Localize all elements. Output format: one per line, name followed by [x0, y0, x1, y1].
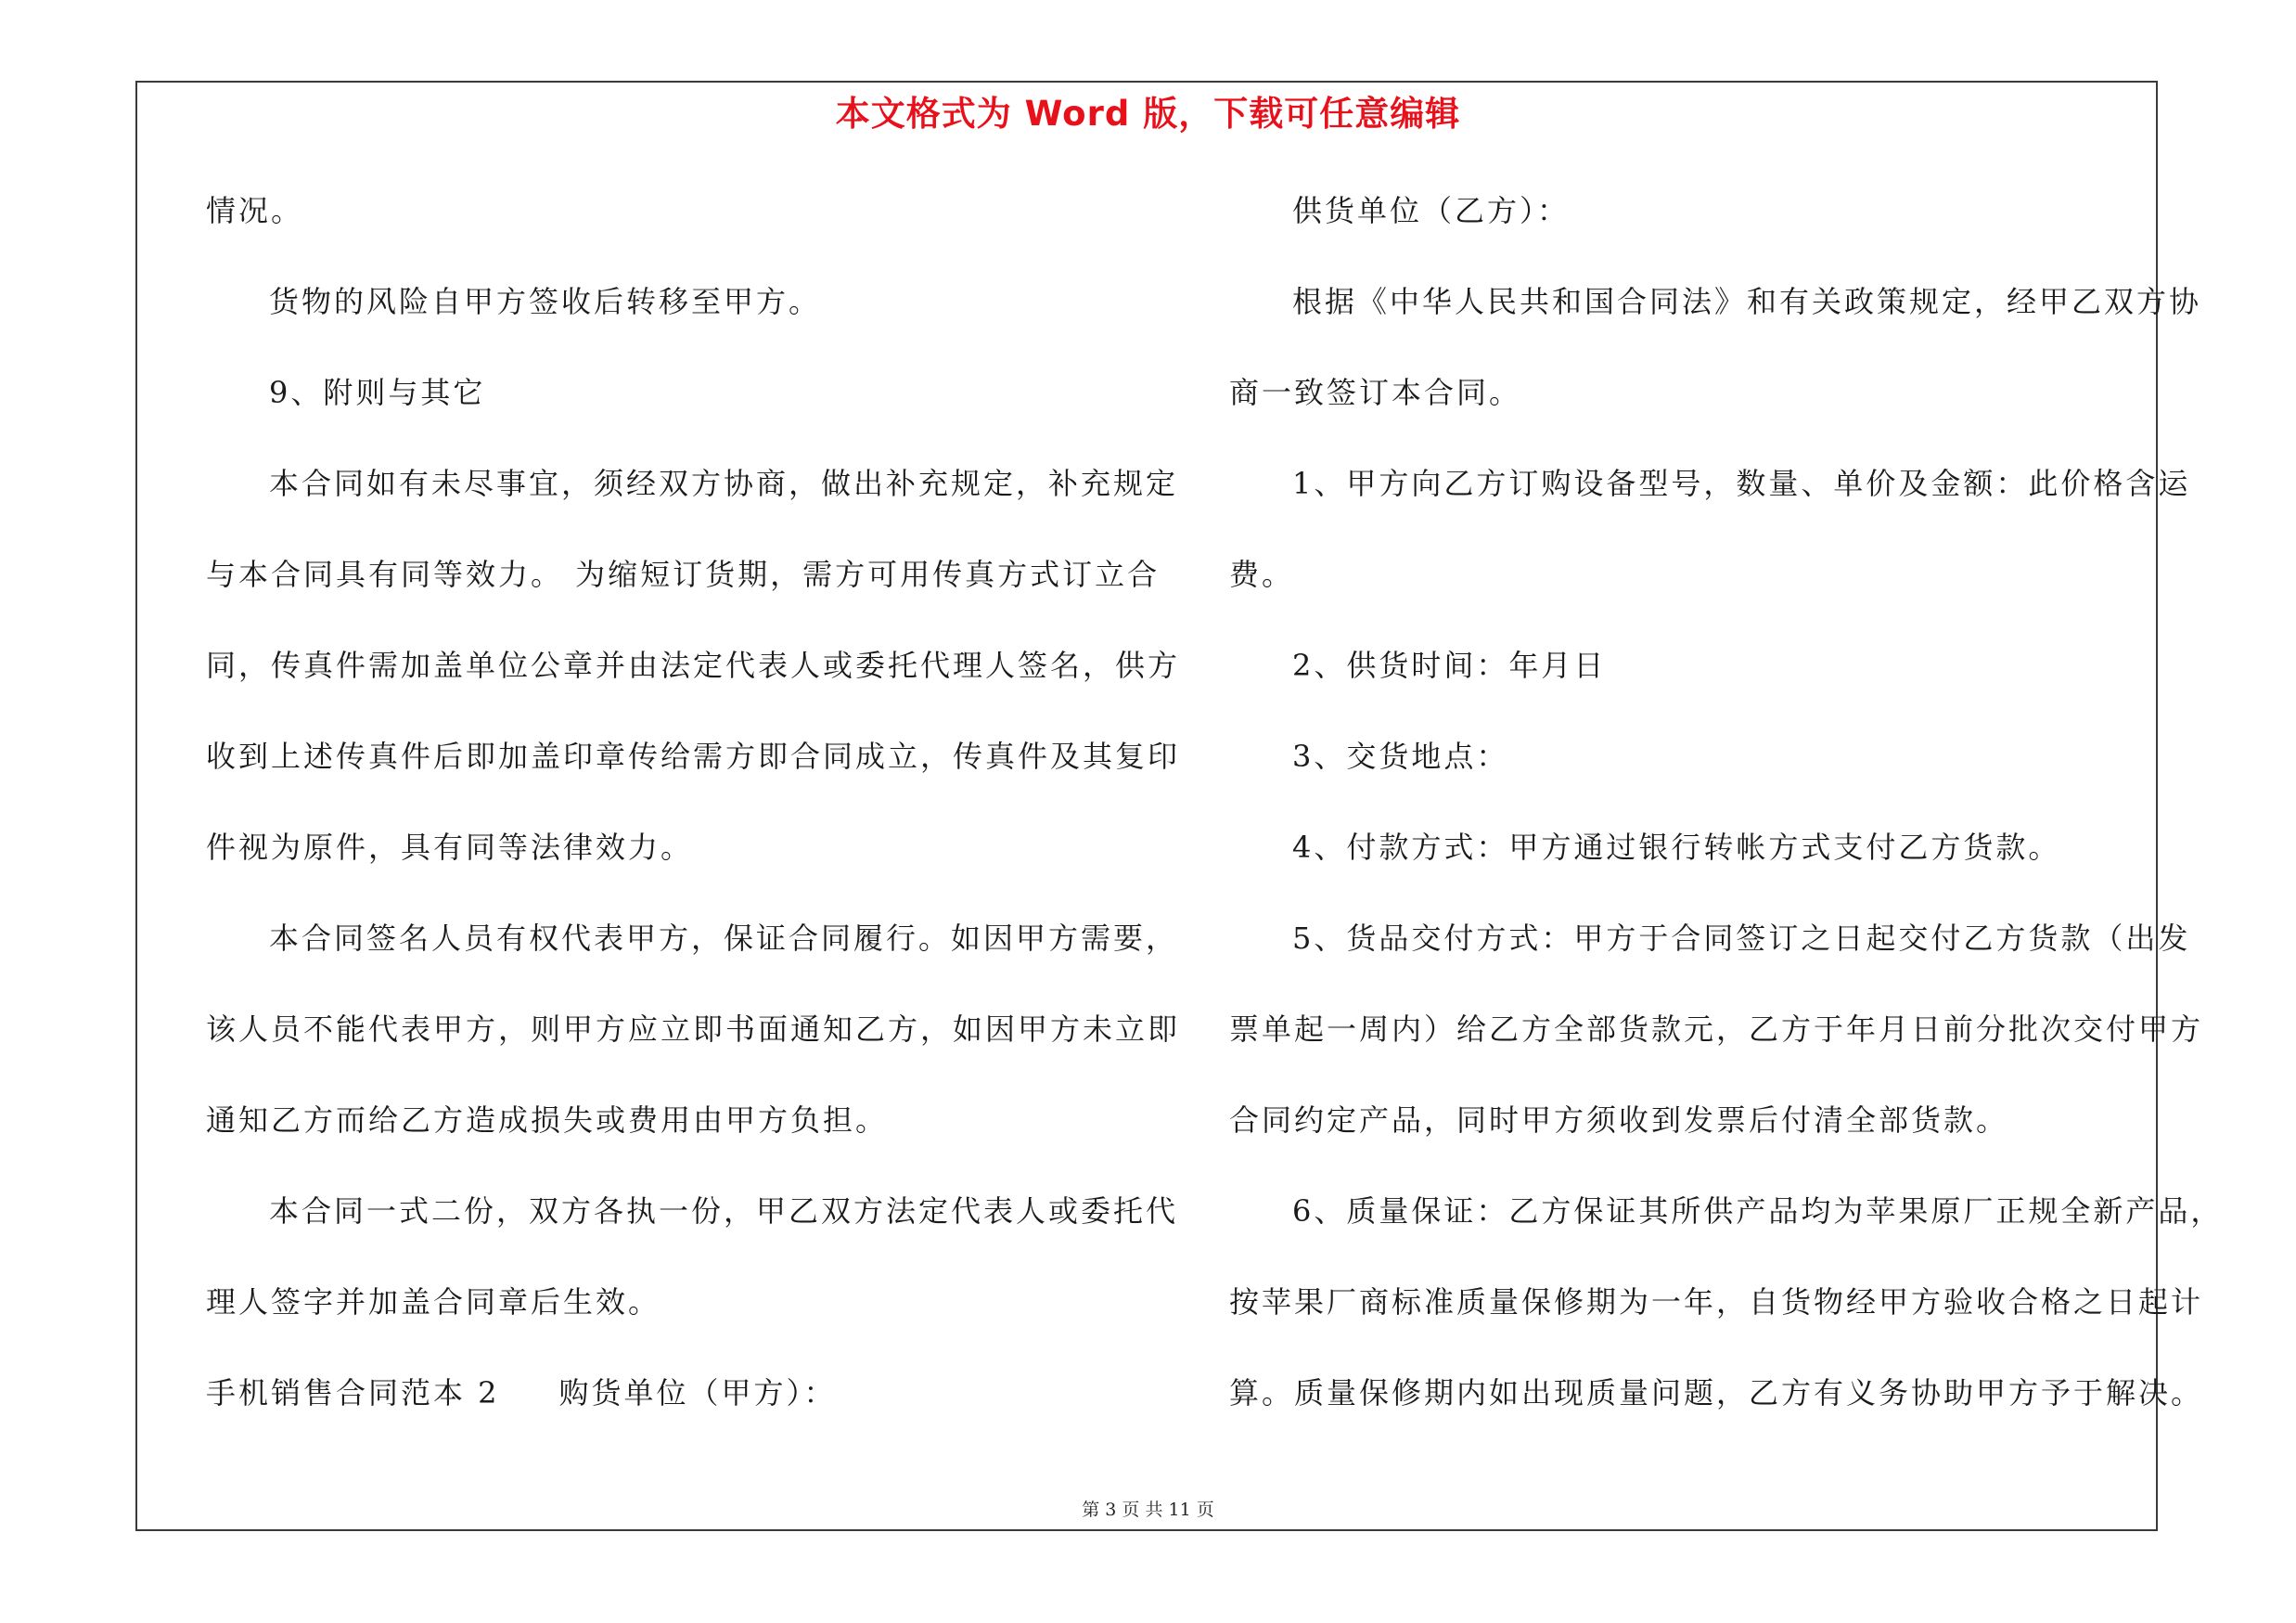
paragraph-line: 与本合同具有同等效力。 为缩短订货期，需方可用传真方式订立合	[206, 557, 1161, 592]
paragraph-line: 合同约定产品，同时甲方须收到发票后付清全部货款。	[1229, 1102, 2009, 1138]
paragraph-line: 票单起一周内）给乙方全部货款元，乙方于年月日前分批次交付甲方	[1229, 1011, 2204, 1047]
paragraph-line: 5、货品交付方式：甲方于合同签订之日起交付乙方货款（出发	[1292, 921, 2191, 956]
paragraph-line: 货物的风险自甲方签收后转移至甲方。	[269, 284, 822, 319]
contract-sample-heading-row	[206, 1364, 1152, 1455]
paragraph-line: 本合同签名人员有权代表甲方，保证合同履行。如因甲方需要，	[269, 921, 1179, 956]
paragraph-line: 按苹果厂商标准质量保修期为一年，自货物经甲方验收合格之日起计	[1229, 1284, 2204, 1320]
buyer-label: 购货单位（甲方）：	[558, 1375, 837, 1410]
contract-sample-title: 手机销售合同范本 2	[206, 1375, 500, 1410]
paragraph-line: 1、甲方向乙方订购设备型号，数量、单价及金额：此价格含运	[1292, 466, 2191, 501]
paragraph-line: 算。质量保修期内如出现质量问题，乙方有义务协助甲方予于解决。	[1229, 1375, 2204, 1410]
paragraph-line: 商一致签订本合同。	[1229, 375, 1522, 410]
left-column	[206, 182, 1181, 1455]
paragraph-line: 本合同如有未尽事宜，须经双方协商，做出补充规定，补充规定	[269, 466, 1179, 501]
page-number-footer: 第 3 页 共 11 页	[1082, 1500, 1214, 1520]
paragraph-line: 6、质量保证：乙方保证其所供产品均为苹果原厂正规全新产品，	[1292, 1193, 2224, 1229]
paragraph-line: 3、交货地点：	[1292, 739, 1509, 774]
word-format-banner: 本文格式为 Word 版，下载可任意编辑	[835, 94, 1461, 134]
paragraph-line: 根据《中华人民共和国合同法》和有关政策规定，经甲乙双方协	[1292, 284, 2202, 319]
paragraph-line: 该人员不能代表甲方，则甲方应立即书面通知乙方，如因甲方未立即	[206, 1011, 1181, 1047]
paragraph-line: 供货单位（乙方）：	[1292, 193, 1571, 228]
paragraph-line: 通知乙方而给乙方造成损失或费用由甲方负担。	[206, 1102, 889, 1138]
paragraph-line: 理人签字并加盖合同章后生效。	[206, 1284, 661, 1320]
right-column	[1229, 182, 2224, 1455]
paragraph-line: 件视为原件，具有同等法律效力。	[206, 830, 694, 865]
paragraph-line: 本合同一式二份，双方各执一份，甲乙双方法定代表人或委托代	[269, 1193, 1179, 1229]
paragraph-line: 4、付款方式：甲方通过银行转帐方式支付乙方货款。	[1292, 830, 2061, 865]
paragraph-line: 费。	[1229, 557, 1295, 592]
paragraph-line: 2、供货时间：年月日	[1292, 648, 1607, 683]
paragraph-line: 收到上述传真件后即加盖印章传给需方即合同成立，传真件及其复印	[206, 739, 1181, 774]
paragraph-line: 9、附则与其它	[269, 375, 486, 410]
paragraph-line: 情况。	[206, 193, 304, 228]
paragraph-line: 同，传真件需加盖单位公章并由法定代表人或委托代理人签名，供方	[206, 648, 1181, 683]
